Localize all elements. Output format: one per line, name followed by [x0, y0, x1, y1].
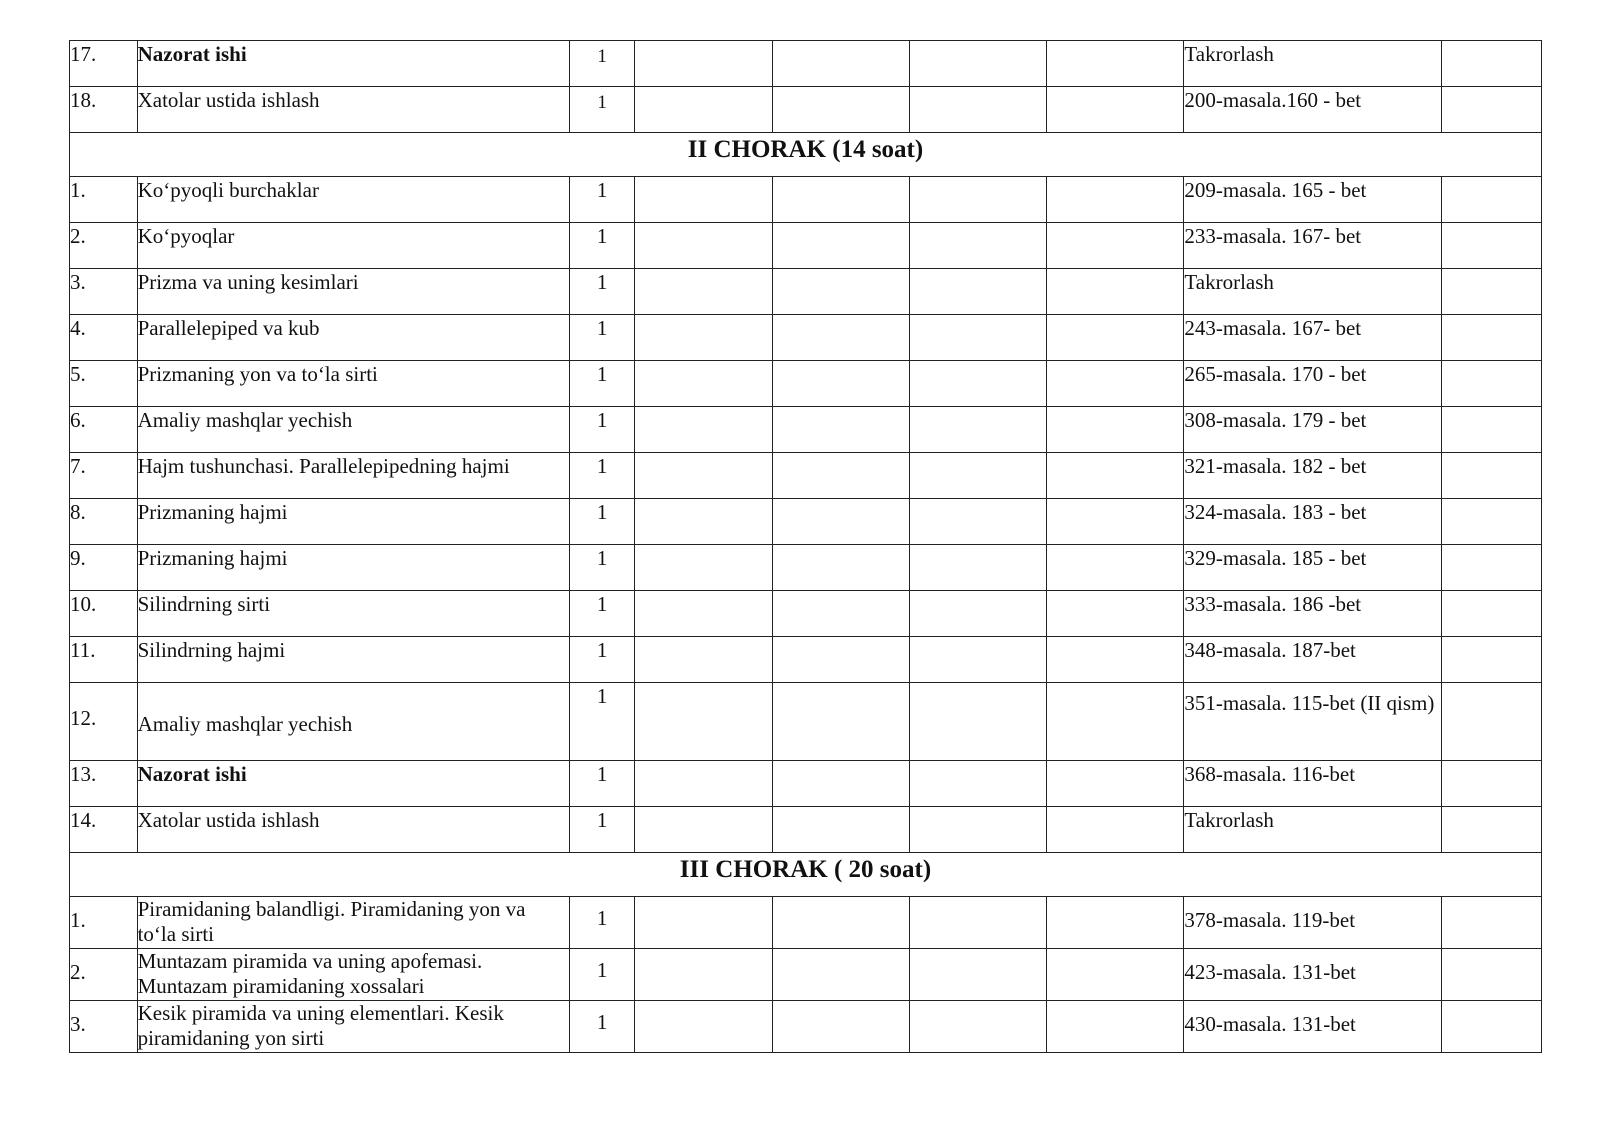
lesson-topic: Muntazam piramida va uning apofemasi. Muntazam piramidaning xossalari — [137, 949, 569, 1001]
notes-cell — [1441, 949, 1541, 1001]
row-number: 7. — [70, 453, 138, 499]
section-title: II CHORAK (14 soat) — [70, 133, 1542, 177]
table-row — [70, 761, 1542, 807]
empty-cell — [772, 407, 909, 453]
row-number: 4. — [70, 315, 138, 361]
homework-cell: Takrorlash — [1184, 41, 1441, 87]
notes-cell — [1441, 897, 1541, 949]
lesson-hours: 1 — [569, 591, 635, 637]
lesson-hours: 1 — [569, 1001, 635, 1053]
empty-cell — [909, 453, 1046, 499]
homework-cell: 321-masala. 182 - bet — [1184, 453, 1441, 499]
lesson-topic: Prizmaning hajmi — [137, 545, 569, 591]
table-row — [70, 453, 1542, 499]
empty-cell — [772, 807, 909, 853]
empty-cell — [635, 407, 772, 453]
table-row — [70, 269, 1542, 315]
lesson-topic: Prizmaning hajmi — [137, 499, 569, 545]
homework-cell: 200-masala.160 - bet — [1184, 87, 1441, 133]
empty-cell — [1047, 177, 1184, 223]
empty-cell — [909, 1001, 1046, 1053]
lesson-hours: 1 — [569, 407, 635, 453]
row-number: 10. — [70, 591, 138, 637]
row-number: 2. — [70, 949, 138, 1001]
lesson-hours: 1 — [569, 637, 635, 683]
empty-cell — [909, 361, 1046, 407]
empty-cell — [772, 761, 909, 807]
empty-cell — [635, 361, 772, 407]
empty-cell — [1047, 897, 1184, 949]
empty-cell — [635, 177, 772, 223]
empty-cell — [772, 897, 909, 949]
empty-cell — [772, 41, 909, 87]
row-number: 11. — [70, 637, 138, 683]
notes-cell — [1441, 269, 1541, 315]
row-number: 13. — [70, 761, 138, 807]
empty-cell — [635, 807, 772, 853]
lesson-hours: 1 — [569, 545, 635, 591]
homework-cell: 265-masala. 170 - bet — [1184, 361, 1441, 407]
section-title: III CHORAK ( 20 soat) — [70, 853, 1542, 897]
homework-cell: 333-masala. 186 -bet — [1184, 591, 1441, 637]
table-row — [70, 807, 1542, 853]
table-body — [70, 41, 1542, 1053]
section-header — [70, 133, 1542, 177]
empty-cell — [1047, 453, 1184, 499]
empty-cell — [635, 41, 772, 87]
lesson-topic: Hajm tushunchasi. Parallelepipedning hajmi — [137, 453, 569, 499]
lesson-hours: 1 — [569, 361, 635, 407]
empty-cell — [1047, 807, 1184, 853]
empty-cell — [1047, 949, 1184, 1001]
lesson-topic: Nazorat ishi — [137, 41, 569, 87]
table-row — [70, 223, 1542, 269]
empty-cell — [909, 41, 1046, 87]
homework-cell: 324-masala. 183 - bet — [1184, 499, 1441, 545]
empty-cell — [909, 761, 1046, 807]
lesson-hours: 1 — [569, 807, 635, 853]
table-row — [70, 407, 1542, 453]
lesson-hours: 1 — [569, 761, 635, 807]
empty-cell — [1047, 637, 1184, 683]
row-number: 5. — [70, 361, 138, 407]
table-row — [70, 949, 1542, 1001]
lesson-hours: 1 — [569, 315, 635, 361]
empty-cell — [1047, 1001, 1184, 1053]
empty-cell — [772, 499, 909, 545]
row-number: 3. — [70, 269, 138, 315]
empty-cell — [909, 591, 1046, 637]
empty-cell — [635, 269, 772, 315]
homework-cell: 308-masala. 179 - bet — [1184, 407, 1441, 453]
empty-cell — [772, 269, 909, 315]
row-number: 8. — [70, 499, 138, 545]
table-row — [70, 545, 1542, 591]
row-number: 14. — [70, 807, 138, 853]
notes-cell — [1441, 361, 1541, 407]
lesson-hours: 1 — [569, 897, 635, 949]
empty-cell — [909, 807, 1046, 853]
empty-cell — [909, 315, 1046, 361]
notes-cell — [1441, 637, 1541, 683]
empty-cell — [772, 177, 909, 223]
lesson-topic: Ko‘pyoqlar — [137, 223, 569, 269]
empty-cell — [1047, 761, 1184, 807]
notes-cell — [1441, 499, 1541, 545]
empty-cell — [635, 315, 772, 361]
homework-cell: Takrorlash — [1184, 269, 1441, 315]
lesson-hours: 1 — [569, 949, 635, 1001]
empty-cell — [635, 1001, 772, 1053]
row-number: 2. — [70, 223, 138, 269]
empty-cell — [1047, 683, 1184, 761]
empty-cell — [772, 315, 909, 361]
empty-cell — [909, 407, 1046, 453]
notes-cell — [1441, 683, 1541, 761]
table-row — [70, 897, 1542, 949]
notes-cell — [1441, 807, 1541, 853]
empty-cell — [909, 177, 1046, 223]
lesson-plan-table — [69, 40, 1542, 1053]
empty-cell — [772, 1001, 909, 1053]
empty-cell — [1047, 223, 1184, 269]
notes-cell — [1441, 41, 1541, 87]
empty-cell — [909, 269, 1046, 315]
table-row — [70, 637, 1542, 683]
homework-cell: 348-masala. 187-bet — [1184, 637, 1441, 683]
empty-cell — [772, 683, 909, 761]
empty-cell — [909, 949, 1046, 1001]
homework-cell: 243-masala. 167- bet — [1184, 315, 1441, 361]
empty-cell — [772, 453, 909, 499]
empty-cell — [1047, 545, 1184, 591]
empty-cell — [909, 87, 1046, 133]
empty-cell — [909, 897, 1046, 949]
empty-cell — [635, 683, 772, 761]
empty-cell — [1047, 41, 1184, 87]
notes-cell — [1441, 545, 1541, 591]
empty-cell — [772, 87, 909, 133]
homework-cell: 423-masala. 131-bet — [1184, 949, 1441, 1001]
lesson-topic: Ko‘pyoqli burchaklar — [137, 177, 569, 223]
row-number: 12. — [70, 683, 138, 761]
row-number: 1. — [70, 177, 138, 223]
empty-cell — [635, 949, 772, 1001]
empty-cell — [635, 223, 772, 269]
empty-cell — [1047, 87, 1184, 133]
lesson-hours: 1 — [569, 41, 635, 87]
lesson-topic: Silindrning hajmi — [137, 637, 569, 683]
notes-cell — [1441, 591, 1541, 637]
empty-cell — [1047, 315, 1184, 361]
row-number: 9. — [70, 545, 138, 591]
empty-cell — [635, 591, 772, 637]
homework-cell: 368-masala. 116-bet — [1184, 761, 1441, 807]
empty-cell — [772, 361, 909, 407]
empty-cell — [1047, 591, 1184, 637]
empty-cell — [772, 223, 909, 269]
table-row — [70, 683, 1542, 761]
lesson-topic: Silindrning sirti — [137, 591, 569, 637]
empty-cell — [1047, 269, 1184, 315]
empty-cell — [772, 545, 909, 591]
homework-cell: Takrorlash — [1184, 807, 1441, 853]
lesson-hours: 1 — [569, 177, 635, 223]
row-number: 1. — [70, 897, 138, 949]
section-header — [70, 853, 1542, 897]
empty-cell — [635, 761, 772, 807]
empty-cell — [772, 637, 909, 683]
lesson-topic: Kesik piramida va uning elementlari. Kesik piramidaning yon sirti — [137, 1001, 569, 1053]
notes-cell — [1441, 407, 1541, 453]
notes-cell — [1441, 761, 1541, 807]
table-row — [70, 41, 1542, 87]
table-row — [70, 1001, 1542, 1053]
notes-cell — [1441, 315, 1541, 361]
notes-cell — [1441, 223, 1541, 269]
table-row — [70, 315, 1542, 361]
homework-cell: 351-masala. 115-bet (II qism) — [1184, 683, 1441, 761]
lesson-topic: Amaliy mashqlar yechish — [137, 683, 569, 761]
table-row — [70, 591, 1542, 637]
lesson-hours: 1 — [569, 269, 635, 315]
empty-cell — [909, 637, 1046, 683]
homework-cell: 329-masala. 185 - bet — [1184, 545, 1441, 591]
lesson-hours: 1 — [569, 223, 635, 269]
notes-cell — [1441, 1001, 1541, 1053]
homework-cell: 430-masala. 131-bet — [1184, 1001, 1441, 1053]
row-number: 18. — [70, 87, 138, 133]
table-row — [70, 361, 1542, 407]
lesson-topic: Amaliy mashqlar yechish — [137, 407, 569, 453]
notes-cell — [1441, 453, 1541, 499]
empty-cell — [635, 87, 772, 133]
empty-cell — [635, 897, 772, 949]
table-row — [70, 177, 1542, 223]
table-row — [70, 499, 1542, 545]
notes-cell — [1441, 87, 1541, 133]
empty-cell — [635, 545, 772, 591]
empty-cell — [1047, 361, 1184, 407]
homework-cell: 209-masala. 165 - bet — [1184, 177, 1441, 223]
lesson-hours: 1 — [569, 683, 635, 761]
empty-cell — [1047, 499, 1184, 545]
notes-cell — [1441, 177, 1541, 223]
empty-cell — [772, 591, 909, 637]
empty-cell — [909, 545, 1046, 591]
lesson-topic: Xatolar ustida ishlash — [137, 87, 569, 133]
table-row — [70, 87, 1542, 133]
row-number: 17. — [70, 41, 138, 87]
row-number: 6. — [70, 407, 138, 453]
empty-cell — [909, 223, 1046, 269]
row-number: 3. — [70, 1001, 138, 1053]
lesson-hours: 1 — [569, 499, 635, 545]
homework-cell: 233-masala. 167- bet — [1184, 223, 1441, 269]
lesson-topic: Piramidaning balandligi. Piramidaning yon va to‘la sirti — [137, 897, 569, 949]
homework-cell: 378-masala. 119-bet — [1184, 897, 1441, 949]
lesson-topic: Parallelepiped va kub — [137, 315, 569, 361]
empty-cell — [635, 453, 772, 499]
empty-cell — [635, 499, 772, 545]
lesson-topic: Prizma va uning kesimlari — [137, 269, 569, 315]
empty-cell — [772, 949, 909, 1001]
empty-cell — [909, 499, 1046, 545]
lesson-hours: 1 — [569, 87, 635, 133]
empty-cell — [635, 637, 772, 683]
lesson-topic: Xatolar ustida ishlash — [137, 807, 569, 853]
empty-cell — [909, 683, 1046, 761]
empty-cell — [1047, 407, 1184, 453]
lesson-topic: Prizmaning yon va to‘la sirti — [137, 361, 569, 407]
lesson-hours: 1 — [569, 453, 635, 499]
lesson-topic: Nazorat ishi — [137, 761, 569, 807]
